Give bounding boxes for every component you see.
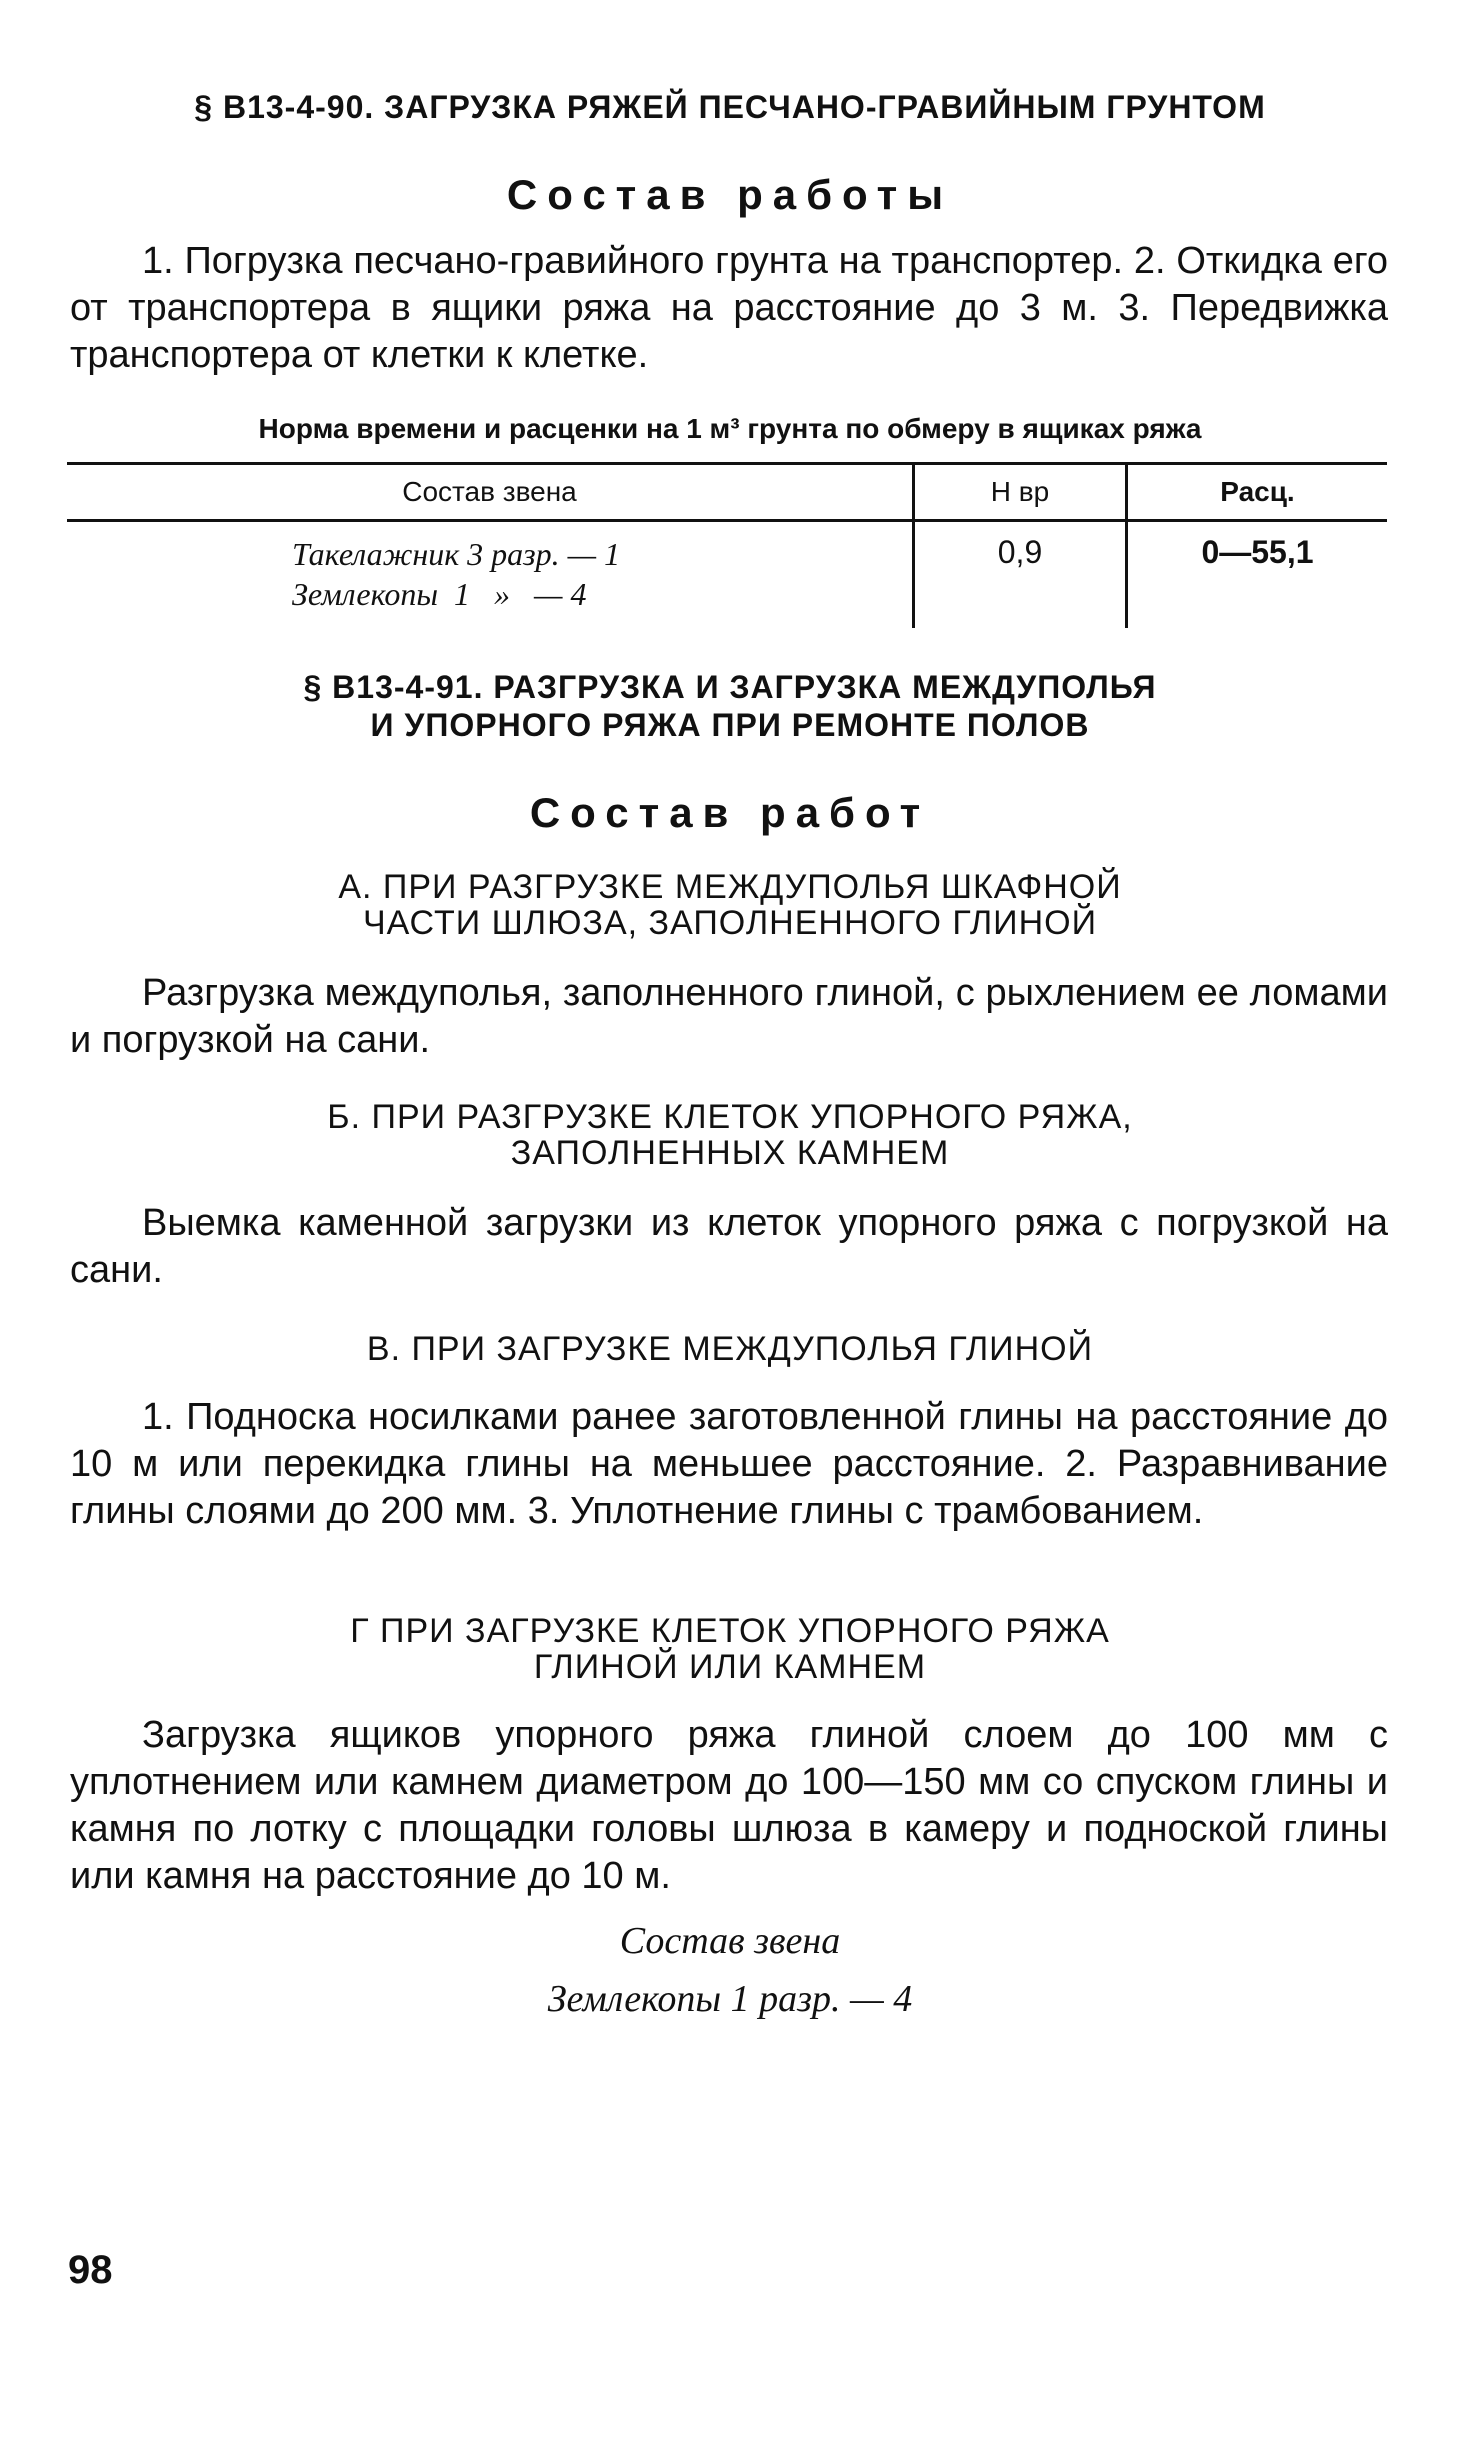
table-caption: Норма времени и расценки на 1 м³ грунта по обмеру в ящиках ряжа [258,413,1202,444]
work-description-paragraph: 1. Погрузка песчано-гравийного грунта на транспортер. 2. Откидка его от транспортера в ящики ряжа на расстояние до 3 м. 3. Передвижка транспортера от клетки к клетке. [70,240,1388,376]
work-composition-heading: Состав работы [506,171,954,218]
crew-line-rigger: Такелажник 3 разр. — 1 [292,536,621,572]
section-heading-b13-4-91-line1: § В13-4-91. РАЗГРУЗКА И ЗАГРУЗКА МЕЖДУПОЛЬЯ [303,669,1157,705]
section-heading-b13-4-90: § В13-4-90. ЗАГРУЗКА РЯЖЕЙ ПЕСЧАНО-ГРАВИЙНЫМ ГРУНТОМ [194,89,1266,125]
table-header-row [67,464,1387,521]
cell-rate: 0—55,1 [1127,521,1388,629]
subsection-v-text: 1. Подноска носилками ранее заготовленной глины на расстояние до 10 м или перекидка глины на меньшее расстояние. 2. Разравнивание глины слоями до 200 мм. 3. Уплотнение глины с трамбованием. [70,1396,1388,1532]
page-number: 98 [68,2248,113,2292]
subsection-v-heading: В. ПРИ ЗАГРУЗКЕ МЕЖДУПОЛЬЯ ГЛИНОЙ [366,1330,1094,1368]
works-composition-heading: Состав работ [529,789,931,836]
subsection-g-text: Загрузка ящиков упорного ряжа глиной слоем до 100 мм с уплотнением или камнем диаметром до 100—150 мм со спуском глины и камня по лотку с площадки головы шлюза в камеру и подноской глины или камня на расстояние до 10 м. [70,1714,1388,1897]
cell-nvr: 0,9 [914,521,1127,629]
column-header-nvr: Н вр [914,464,1127,521]
subsection-g-heading-line2: ГЛИНОЙ ИЛИ КАМНЕМ [533,1648,927,1686]
subsection-b-heading-line2: ЗАПОЛНЕННЫХ КАМНЕМ [510,1134,950,1172]
section-heading-b13-4-91-line2: И УПОРНОГО РЯЖА ПРИ РЕМОНТЕ ПОЛОВ [370,707,1090,743]
subsection-a-text: Разгрузка междуполья, заполненного глиной, с рыхлением ее ломами и погрузкой на сани. [70,972,1388,1061]
cell-crew [67,521,914,629]
column-header-crew: Состав звена [67,464,914,521]
table-row [67,521,1387,629]
subsection-a-heading-line1: А. ПРИ РАЗГРУЗКЕ МЕЖДУПОЛЬЯ ШКАФНОЙ [338,868,1122,906]
crew-composition-heading: Состав звена [619,1920,841,1962]
subsection-a-heading-line2: ЧАСТИ ШЛЮЗА, ЗАПОЛНЕННОГО ГЛИНОЙ [362,904,1098,942]
subsection-g-heading-line1: Г ПРИ ЗАГРУЗКЕ КЛЕТОК УПОРНОГО РЯЖА [350,1612,1110,1650]
subsection-b-heading-line1: Б. ПРИ РАЗГРУЗКЕ КЛЕТОК УПОРНОГО РЯЖА, [327,1098,1133,1136]
norm-table [67,462,1387,628]
crew-composition-value: Землекопы 1 разр. — 4 [547,1978,913,2020]
crew-line-diggers: Землекопы 1 » — 4 [292,576,587,612]
column-header-rate: Расц. [1127,464,1388,521]
subsection-b-text: Выемка каменной загрузки из клеток упорного ряжа с погрузкой на сани. [70,1202,1388,1291]
